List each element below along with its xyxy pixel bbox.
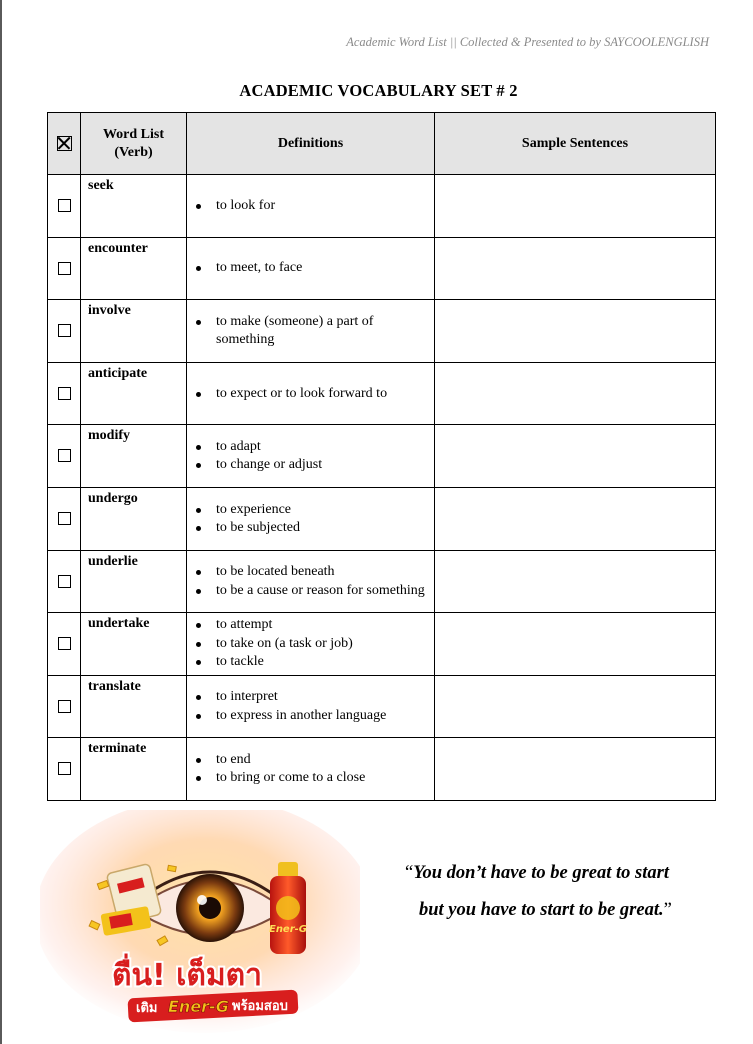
quote-close-mark: ”	[663, 900, 672, 920]
sample-sentence-cell[interactable]	[435, 613, 716, 676]
definition-item: to expect or to look forward to	[192, 385, 428, 403]
row-checkbox-cell	[48, 675, 81, 738]
promo-headline: ตื่น! เต็มตา	[112, 958, 262, 993]
definitions-cell	[187, 175, 435, 238]
row-checkbox[interactable]	[58, 512, 71, 525]
word-cell: undergo	[81, 487, 187, 550]
page-left-edge	[0, 0, 2, 1044]
row-checkbox-cell	[48, 362, 81, 425]
definition-item: to be a cause or reason for something	[192, 582, 428, 600]
table-row	[48, 738, 716, 801]
definitions-header: Definitions	[187, 113, 435, 175]
promo-brand: Ener-G	[168, 997, 229, 1016]
definitions-cell	[187, 300, 435, 363]
promo-subline-prefix: เติม	[136, 1001, 158, 1016]
definitions-cell	[187, 237, 435, 300]
definition-list	[192, 259, 428, 277]
select-all-checkbox[interactable]	[57, 136, 72, 151]
sample-sentence-cell[interactable]	[435, 300, 716, 363]
row-checkbox-cell	[48, 300, 81, 363]
promo-subline-suffix: พร้อมสอบ	[232, 999, 288, 1014]
definition-item: to bring or come to a close	[192, 769, 428, 787]
motivational-quote	[405, 855, 735, 929]
word-list-header-label: Word List	[102, 126, 165, 142]
table-row	[48, 300, 716, 363]
definition-item: to express in another language	[192, 707, 428, 725]
definition-list	[192, 688, 428, 725]
quote-line-1-text: You don’t have to be great to start	[413, 863, 669, 883]
table-row	[48, 237, 716, 300]
definitions-cell	[187, 425, 435, 488]
row-checkbox-cell	[48, 425, 81, 488]
definitions-cell	[187, 362, 435, 425]
sample-sentence-cell[interactable]	[435, 738, 716, 801]
sample-sentence-cell[interactable]	[435, 175, 716, 238]
select-all-cell	[48, 113, 81, 175]
word-cell: terminate	[81, 738, 187, 801]
table-row	[48, 613, 716, 676]
row-checkbox-cell	[48, 613, 81, 676]
definition-item: to be subjected	[192, 519, 428, 537]
definition-item: to experience	[192, 501, 428, 519]
definition-list	[192, 313, 428, 349]
definition-list	[192, 501, 428, 538]
quote-open-mark: “	[405, 863, 414, 883]
row-checkbox-cell	[48, 175, 81, 238]
definitions-cell	[187, 550, 435, 613]
definition-item: to attempt	[192, 616, 428, 634]
header-note: Academic Word List || Collected & Presented to by SAYCOOLENGLISH	[346, 35, 709, 49]
row-checkbox[interactable]	[58, 700, 71, 713]
definition-list	[192, 563, 428, 600]
definitions-cell	[187, 613, 435, 676]
word-list-header-sub: (Verb)	[114, 144, 153, 160]
word-cell: involve	[81, 300, 187, 363]
word-cell: modify	[81, 425, 187, 488]
definition-item: to look for	[192, 197, 428, 215]
definition-list	[192, 385, 428, 403]
word-cell: undertake	[81, 613, 187, 676]
word-cell: underlie	[81, 550, 187, 613]
row-checkbox[interactable]	[58, 762, 71, 775]
sample-sentence-cell[interactable]	[435, 425, 716, 488]
definition-list	[192, 438, 428, 475]
promo-image	[40, 810, 360, 1035]
row-checkbox-cell	[48, 487, 81, 550]
row-checkbox[interactable]	[58, 575, 71, 588]
sample-sentence-cell[interactable]	[435, 675, 716, 738]
table-row	[48, 550, 716, 613]
definition-list	[192, 751, 428, 788]
definition-item: to interpret	[192, 688, 428, 706]
quote-line-1	[405, 855, 735, 892]
sample-sentence-cell[interactable]	[435, 550, 716, 613]
word-cell: encounter	[81, 237, 187, 300]
table-row	[48, 175, 716, 238]
definition-item: to make (someone) a part of something	[192, 313, 428, 349]
word-cell: seek	[81, 175, 187, 238]
definition-item: to end	[192, 751, 428, 769]
definition-list	[192, 197, 428, 215]
row-checkbox-cell	[48, 738, 81, 801]
row-checkbox[interactable]	[58, 387, 71, 400]
quote-line-2-text: but you have to start to be great.	[419, 900, 664, 920]
table-row	[48, 425, 716, 488]
definition-item: to tackle	[192, 653, 428, 671]
row-checkbox[interactable]	[58, 262, 71, 275]
table-header-row	[48, 113, 716, 175]
definition-item: to change or adjust	[192, 456, 428, 474]
definition-list	[192, 616, 428, 671]
row-checkbox[interactable]	[58, 449, 71, 462]
sample-sentence-cell[interactable]	[435, 237, 716, 300]
definition-item: to take on (a task or job)	[192, 635, 428, 653]
definitions-cell	[187, 487, 435, 550]
bottle-brand: Ener-G	[268, 924, 308, 935]
row-checkbox-cell	[48, 237, 81, 300]
page-title: ACADEMIC VOCABULARY SET # 2	[239, 81, 518, 100]
row-checkbox[interactable]	[58, 199, 71, 212]
sample-sentence-cell[interactable]	[435, 487, 716, 550]
samples-header: Sample Sentences	[435, 113, 716, 175]
row-checkbox[interactable]	[58, 324, 71, 337]
definition-item: to meet, to face	[192, 259, 428, 277]
definitions-cell	[187, 675, 435, 738]
table-row	[48, 487, 716, 550]
table-row	[48, 675, 716, 738]
row-checkbox[interactable]	[58, 637, 71, 650]
row-checkbox-cell	[48, 550, 81, 613]
word-cell: translate	[81, 675, 187, 738]
sample-sentence-cell[interactable]	[435, 362, 716, 425]
table-row	[48, 362, 716, 425]
definition-item: to adapt	[192, 438, 428, 456]
word-cell: anticipate	[81, 362, 187, 425]
vocabulary-table	[47, 112, 716, 801]
quote-line-2	[405, 892, 735, 929]
definitions-cell	[187, 738, 435, 801]
word-list-header	[81, 113, 187, 175]
definition-item: to be located beneath	[192, 563, 428, 581]
vocabulary-table-body	[48, 175, 716, 801]
